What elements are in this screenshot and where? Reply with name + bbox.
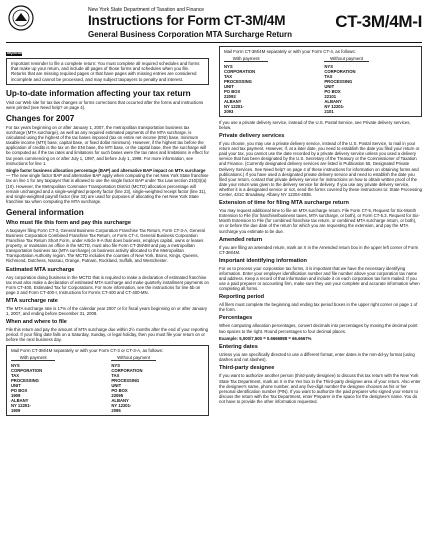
rate-heading: MTA surcharge rate — [6, 297, 58, 304]
address-line: PROCESSING UNIT — [224, 78, 252, 89]
who-heading: Who must file this form and pay this surcharge — [6, 219, 131, 226]
mail-box-ct3 — [6, 345, 209, 416]
uptodate-text: Visit our Web site for tax law changes or forms corrections that occurred after the forms and instructions were printed (see Need help? on page 4). — [6, 99, 204, 110]
important-box — [6, 58, 209, 85]
important-text: Important reminder to file a complete return: You must complete all required schedules and forms that make up your return, and include all pages of those forms and schedules when you file. Returns that are missing required pages or that have pages with missing entries are considered incomplete and cannot be processed, and may subject taxpayers to penalty and interest. — [11, 61, 200, 82]
page-title: Instructions for Form CT-3M/4M — [88, 13, 286, 28]
extension-heading: Extension of time for filing MTA surcharge return — [219, 200, 349, 207]
identifying-heading: Important identifying information — [219, 257, 307, 264]
uptodate-heading: Up-to-date information affecting your tax return — [6, 88, 191, 98]
address-line: ALBANY NY 12201-2101 — [324, 98, 345, 114]
right-column — [219, 46, 422, 406]
without-payment-header: Without payment — [111, 355, 155, 361]
with-payment-header: With payment — [11, 355, 55, 361]
extension-text: You may request additional time to file an MTA surcharge return. File Form CT-5, Request for Six-Month Extension to File (for franchise/business taxes, MTA surcharge, or both), or Form CT-5.3, Request for Six-Month Extension to File (for combined franchise tax return, or combined MTA surcharge return, or both), on or before the due date of the return for which you are requesting the extension, and pay the MTA surcharge you estimate to be due. — [219, 208, 420, 234]
changes-heading: Changes for 2007 — [6, 114, 75, 123]
third-party-text: If you want to authorize another person (third-party designee) to discuss this tax return with the New York State Tax Department, mark an X in the Yes box in the Third-party designee area of your return. Also enter the designee's name, phone number, and any five-digit number the designee chooses as his or her personal identification number (PIN). If you want to authorize the paid preparer who signed your return to discuss the return with the Tax Department, enter Preparer in the space for the designee's name. You do not have to provide the other information requested. — [219, 373, 421, 404]
address-line: ALBANY NY 12201-1909 — [11, 397, 31, 413]
private-intro-text: If you use a private delivery service, instead of the U.S. Postal Service, see Private delivery services, below. — [219, 119, 411, 130]
address-line: PROCESSING UNIT — [111, 377, 140, 388]
single-factor-title: Single factor business allocation percentage (BAP) and alternative BAP impact on MTA surcharge — [6, 168, 206, 174]
address-line: NYS CORPORATION TAX — [111, 362, 143, 378]
percentages-example: Example: 5,000/7,500 = 0.6666888 = 66.6667% — [219, 336, 312, 342]
address-line: PO BOX 22093 — [224, 88, 241, 99]
without-payment-header: Without payment — [324, 56, 368, 62]
dates-text: Unless you are specifically directed to use a different format, enter dates in the mm-dd-yy format (using dashes and not slashes). — [219, 352, 415, 363]
period-text: All filers must complete the beginning and ending tax period boxes in the upper right corner on page 1 of the form. — [219, 302, 418, 313]
mail-box-intro: Mail Form CT-3M/4M separately or with your Form CT-4, as follows: — [224, 49, 356, 54]
when-text: File this return and pay the amount of MTA surcharge due within 2½ months after the end of your reporting period. If your filing date falls on a Saturday, Sunday, or legal holiday, then you must file your return on or before the next business day. — [6, 327, 208, 343]
amended-text: If you are filing an amended return, mark an X in the Amended return box in the upper left corner of Form CT-3M/4M. — [219, 244, 419, 255]
address-line: PROCESSING UNIT — [11, 377, 39, 388]
period-heading: Reporting period — [219, 294, 265, 301]
with-payment-address — [11, 363, 55, 413]
address-line: PROCESSING UNIT — [324, 78, 353, 89]
private-text: If you choose, you may use a private delivery service, instead of the U.S. Postal Service, to mail in your return and tax payment. However, if, at a later date, you need to establish the date you filed your return or paid your tax, you cannot use the date recorded by a private delivery service unless you used a delivery service that has been designated by the U.S. Secretary of the Treasury or the Commissioner of Taxation and Finance. (Currently designated delivery services are listed in Publication 55, Designated Private Delivery Services. See Need help? on page 4 of these instructions for information on obtaining forms and publications.) If you have used a designated private delivery service and need to establish the date you filed your return, contact that private delivery service for instructions on how to obtain written proof of the date your return was given to the delivery service for delivery. If you use any private delivery service, whether it is a designated service or not, send the forms covered by these instructions to: State Processing Center, 431C Broadway, Albany NY 12204-4836. — [219, 141, 423, 198]
without-payment-address — [324, 64, 368, 114]
address-line: NYS CORPORATION TAX — [324, 63, 356, 79]
third-party-heading: Third-party designee — [219, 365, 275, 372]
nys-seal-icon — [8, 5, 34, 31]
percentages-text: When computing allocation percentages, convert decimals into percentages by moving the decimal point two spaces to the right. Round percentages to four decimal places. — [219, 323, 418, 334]
form-number: CT-3M/4M-I — [335, 12, 422, 31]
address-line: PO BOX 22095 — [111, 387, 128, 398]
page-subtitle: General Business Corporation MTA Surcharge Return — [88, 30, 293, 39]
agency-name: New York State Department of Taxation and Finance — [88, 7, 205, 13]
when-heading: When and where to file — [6, 319, 67, 326]
address-line: ALBANY NY 12201-2095 — [111, 397, 132, 413]
estimated-heading: Estimated MTA surcharge — [6, 266, 75, 273]
important-label: Important — [7, 51, 25, 56]
address-line: NYS CORPORATION TAX — [224, 63, 256, 79]
without-payment-address — [111, 363, 155, 413]
header-rule — [6, 42, 422, 43]
address-line: PO BOX 22101 — [324, 88, 341, 99]
changes-text: For tax years beginning on or after January 1, 2007, the metropolitan transportation business tax surcharge (MTA surcharge), as well as any required estimated payments of the MTA surcharge, is calculated using the highest of the tax bases imposed (tax on entire net income (ENI) base, minimum taxable income (MTI) base, capital base, or fixed dollar minimum). However, if the highest tax before the application of credits is the tax on the ENI base, the MTI base, or the capital base, then the surcharge will be computed as if the tax rates and limitations for such bases were the tax rates and limitations in effect for tax years commencing on or after July 1, 1997, and before July 1, 1998. For more information, see instructions for line 1. — [6, 125, 209, 166]
mail-box-intro: Mail Form CT-3M/4M separately or with your Form CT-3 or CT-3-A, as follows: — [11, 347, 163, 353]
estimated-text: Any corporation doing business in the MCTD that is required to make a declaration of estimated franchise tax must also make a declaration of estimated MTA surcharge and make quarterly installment payments on Form CT-400, Estimated Tax for Corporations. For more information, see the instructions for line 5b on page 2 and Form CT-400-I, Instructions for Forms CT-400 and CT-400-MN. — [6, 274, 209, 295]
address-line: PO BOX 1909 — [11, 387, 28, 398]
with-payment-address — [224, 64, 268, 114]
left-column — [6, 58, 209, 416]
mail-box-ct4 — [219, 46, 422, 117]
amended-heading: Amended return — [219, 236, 263, 243]
percentages-heading: Percentages — [219, 315, 253, 322]
with-payment-header: With payment — [224, 56, 268, 62]
identifying-text: For us to process your corporation tax forms, it is important that we have the necessary identifying information. Enter your employer identification number and file number above your corporation tax name and address. Keep a record of that information and include it on each corporation tax form mailed. If you use a paid preparer or accounting firm, make sure they use your complete and accurate information when completing all forms. — [219, 265, 420, 292]
dates-heading: Entering dates — [219, 344, 258, 351]
private-heading: Private delivery services — [219, 133, 285, 140]
address-line: ALBANY NY 12201-2093 — [224, 98, 244, 114]
general-heading: General information — [6, 207, 84, 217]
who-text: A taxpayer filing Form CT-3, General Business Corporation Franchise Tax Return, Form CT-3-A, General Business Corporation Combined Franchise Tax Return, or Form CT-4, General Business Corporation Franchise Tax Return Short Form, under Article 9-A that does business, employs capital, owns or leases property, or maintains an office in the MCTD, must also file Form CT-3M/4M and pay a metropolitan transportation business tax (MTA surcharge) on business activity allocated to the Metropolitan Transportation Authority region. The MCTD includes the counties of New York, Bronx, Kings, Queens, Richmond, Dutchess, Nassau, Orange, Putnam, Rockland, Suffolk, and Westchester. — [6, 227, 205, 264]
address-line: NYS CORPORATION TAX — [11, 362, 43, 378]
rate-text: The MTA surcharge rate is 17% of the calendar year 2007 or for fiscal years beginning on or after January 1, 2007, and ending before December 31, 2008. — [6, 305, 208, 317]
single-factor-text: — The new single factor BAP and alternative BAP apply when computing the net New York State franchise tax on line 1 for any taxpayer that is allowed to use the single factor BAP under Tax Law section 210(3)(a)(10). However, the Metropolitan Commuter Transportation District (MCTD) allocation percentage will remain unchanged and a single-weighted property factor (line 23), single-weighted receipt factor (line 31), and single-weighted payroll factor (line 33) are used for purposes of allocating the net New York State franchise tax when computing the MTA surcharge. — [6, 173, 209, 204]
single-factor-para — [6, 168, 209, 204]
